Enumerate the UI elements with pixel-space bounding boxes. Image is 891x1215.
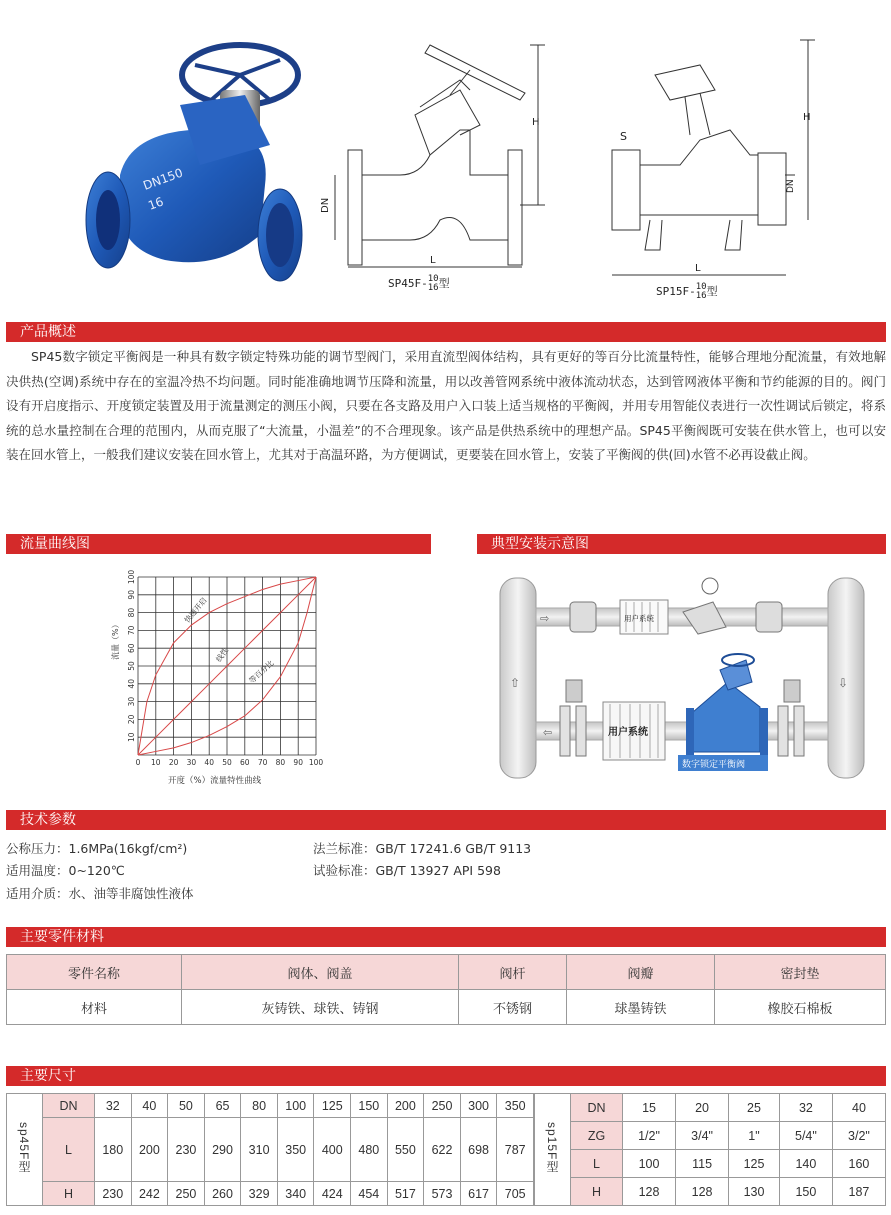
x-tick-label: 100 [308,758,324,767]
sp45-value-cell: 150 [351,1094,388,1118]
tech-flange: 法兰标准：GB/T 17241.6 GB/T 9113 [313,841,532,856]
materials-title: 主要零件材料 [6,927,886,947]
sp45-value-cell: 705 [497,1182,534,1206]
y-tick-label: 90 [127,590,136,600]
sp45-value-cell: 400 [314,1118,351,1182]
sp15-value-cell: 115 [676,1150,729,1178]
sp15-row-header: H [571,1178,623,1206]
sp45-row-header: DN [43,1094,95,1118]
dim-dn-label: DN [320,197,331,213]
sp15-value-cell: 128 [623,1178,676,1206]
sp15-label-cell [535,1094,571,1206]
sp45-value-cell: 50 [168,1094,205,1118]
sp45-row-header: L [43,1118,95,1182]
sp45f-drawing [320,35,560,285]
tech-title: 技术参数 [6,810,886,830]
x-tick-label: 50 [222,758,232,767]
sp15-dim-l: L [695,263,701,274]
x-tick-label: 90 [293,758,303,767]
materials-header-cell: 阀体、阀盖 [182,955,459,990]
materials-value-cell: 灰铸铁、球铁、铸钢 [182,990,459,1025]
sp45-value-cell: 480 [351,1118,388,1182]
materials-header-cell: 阀杆 [459,955,567,990]
y-tick-label: 100 [127,569,136,585]
sp15-row-header: ZG [571,1122,623,1150]
sp15-value-cell: 15 [623,1094,676,1122]
dim-h-label: H [532,117,540,128]
sp45-value-cell: 300 [460,1094,497,1118]
sp45-value-cell: 125 [314,1094,351,1118]
sp15-dim-s: S [620,130,627,143]
photo-body-text2: 16 [146,194,166,213]
sp15-value-cell: 187 [832,1178,885,1206]
sp15-value-cell: 20 [676,1094,729,1122]
sp15-value-cell: 32 [779,1094,832,1122]
overview-text: SP45数字锁定平衡阀是一种具有数字锁定特殊功能的调节型阀门，采用直流型阀体结构，具有更好的等百分比流量特性，能够合理地分配流量，有效地解决供热(空调)系统中存在的室温冷热不均问题。同时能准确地调节压降和流量，用以改善管网系统中液体流动状态，达到管网液体平衡和节约能源的目的。阀门设有开启度指示、开度锁定装置及用于流量测定的测压小阀，只要在各支路及用户入口装上适当规格的平衡阀，并用专用智能仪表进行一次性调试后锁定，将系统的总水量控制在合理的范围内，从而克服了“大流量，小温差”的不合理现象。该产品是供热系统中的理想产品。SP45平衡阀既可安装在供水管上，也可以安装在回水管上，一般我们建议安装在回水管上，尤其对于高温环路，为方便调试，更要装在回水管上，安装了平衡阀的供(回)水管不必再设截止阀。 [6,349,886,462]
sp45-value-cell: 310 [241,1118,278,1182]
materials-value-row [7,990,886,1025]
sp15-value-cell: 3/2" [832,1122,885,1150]
materials-header-cell: 零件名称 [7,955,182,990]
dim-l-label: L [430,255,436,266]
y-tick-label: 60 [127,643,136,653]
install-user-system-top: 用户系统 [624,614,654,623]
x-tick-label: 10 [151,758,161,767]
sp45-value-cell: 454 [351,1182,388,1206]
sp45-value-cell: 260 [204,1182,241,1206]
sp45-value-cell: 32 [95,1094,132,1118]
sp15-value-cell: 1/2" [623,1122,676,1150]
sp45-value-cell: 242 [131,1182,168,1206]
tech-pressure: 公称压力：1.6MPa(16kgf/cm²) [6,841,188,856]
tech-temperature: 适用温度：0~120℃ [6,863,125,878]
sp15-dim-h: H [803,112,811,123]
sp15-value-cell: 3/4" [676,1122,729,1150]
svg-text:⇦: ⇦ [543,726,553,739]
flow-chart-title: 流量曲线图 [6,534,431,554]
install-valve-label: 数字锁定平衡阀 [682,760,746,770]
sp15-value-cell: 160 [832,1150,885,1178]
sp15-zg-row [535,1122,886,1150]
curve-label: 快速开启 [182,595,209,625]
sp45-value-cell: 290 [204,1118,241,1182]
sp15-dim-dn: DN [786,179,796,193]
sp15-dn-row [535,1094,886,1122]
sp45-value-cell: 230 [95,1182,132,1206]
sp45-value-cell: 329 [241,1182,278,1206]
sp15f-caption: SP15F-10 16型 [656,282,718,301]
y-tick-label: 50 [127,661,136,671]
materials-header-row [7,955,886,990]
x-tick-label: 0 [135,758,141,767]
tech-medium: 适用介质：水、油等非腐蚀性液体 [6,886,194,901]
sp45-value-cell: 80 [241,1094,278,1118]
curve-label: 线性 [214,646,231,664]
x-tick-label: 60 [240,758,250,767]
sp45-value-cell: 340 [277,1182,314,1206]
sp45-h-row [7,1182,534,1206]
sp45-value-cell: 424 [314,1182,351,1206]
flow-ylabel: 流量（%） [111,620,120,660]
sp15-value-cell: 100 [623,1150,676,1178]
materials-header-cell: 阀瓣 [567,955,715,990]
sp45-value-cell: 517 [387,1182,424,1206]
x-tick-label: 30 [186,758,197,767]
materials-value-cell: 橡胶石棉板 [715,990,886,1025]
x-tick-label: 20 [168,758,179,767]
sp15-value-cell: 5/4" [779,1122,832,1150]
sp45-value-cell: 698 [460,1118,497,1182]
dimensions-title: 主要尺寸 [6,1066,886,1086]
sp15-value-cell: 40 [832,1094,885,1122]
install-title: 典型安装示意图 [477,534,886,554]
x-tick-label: 70 [257,758,268,767]
install-user-system-bottom: 用户系统 [608,727,648,738]
sp45-value-cell: 100 [277,1094,314,1118]
sp45-value-cell: 200 [387,1094,424,1118]
sp15-h-row [535,1178,886,1206]
sp15-label: sp15F型 [545,1122,559,1174]
flow-chart [100,565,340,790]
sp45-value-cell: 787 [497,1118,534,1182]
overview-title: 产品概述 [6,322,886,342]
photo-body-text: DN150 [141,165,185,193]
sp15-l-row [535,1150,886,1178]
sp45-value-cell: 40 [131,1094,168,1118]
sp45-value-cell: 230 [168,1118,205,1182]
install-diagram [498,572,874,784]
materials-value-cell: 不锈钢 [459,990,567,1025]
svg-text:⇨: ⇨ [540,612,550,625]
sp45-l-row [7,1118,534,1182]
sp45-label-cell [7,1094,43,1206]
sp15-value-cell: 1" [729,1122,780,1150]
sp15-value-cell: 130 [729,1178,780,1206]
svg-text:⇧: ⇧ [510,676,521,690]
y-tick-label: 10 [127,732,136,742]
sp45-value-cell: 250 [424,1094,461,1118]
sp15-value-cell: 128 [676,1178,729,1206]
materials-header-cell: 密封垫 [715,955,886,990]
sp15-value-cell: 140 [779,1150,832,1178]
sp45-value-cell: 617 [460,1182,497,1206]
y-tick-label: 30 [127,696,136,707]
sp45-value-cell: 573 [424,1182,461,1206]
y-tick-label: 40 [127,679,136,689]
sp15-value-cell: 125 [729,1150,780,1178]
tech-test: 试验标准：GB/T 13927 API 598 [313,863,501,878]
flow-xlabel: 开度（%）流量特性曲线 [168,776,262,786]
curve-label: 等百分比 [247,658,276,686]
sp15-value-cell: 150 [779,1178,832,1206]
sp45-value-cell: 550 [387,1118,424,1182]
sp45-value-cell: 350 [497,1094,534,1118]
sp45-row-header: H [43,1182,95,1206]
sp45-value-cell: 250 [168,1182,205,1206]
sp45-value-cell: 65 [204,1094,241,1118]
sp45-label: sp45F型 [17,1122,31,1174]
sp45-value-cell: 180 [95,1118,132,1182]
sp15-row-header: L [571,1150,623,1178]
sp45-value-cell: 200 [131,1118,168,1182]
materials-table [6,954,886,1025]
x-tick-label: 80 [275,758,286,767]
svg-text:⇩: ⇩ [838,676,849,690]
sp45-dimension-table [6,1093,534,1206]
sp15-value-cell: 25 [729,1094,780,1122]
materials-value-cell: 材料 [7,990,182,1025]
valve-photo [70,35,310,285]
sp15-dimension-table [534,1093,886,1206]
y-tick-label: 80 [127,607,136,618]
y-tick-label: 70 [127,625,136,636]
sp15f-drawing [600,35,820,285]
sp45-value-cell: 350 [277,1118,314,1182]
sp45-dn-row [7,1094,534,1118]
materials-value-cell: 球墨铸铁 [567,990,715,1025]
sp45-value-cell: 622 [424,1118,461,1182]
sp15-row-header: DN [571,1094,623,1122]
y-tick-label: 20 [127,714,136,725]
x-tick-label: 40 [204,758,214,767]
sp45f-caption: SP45F-10 16型 [388,274,450,293]
